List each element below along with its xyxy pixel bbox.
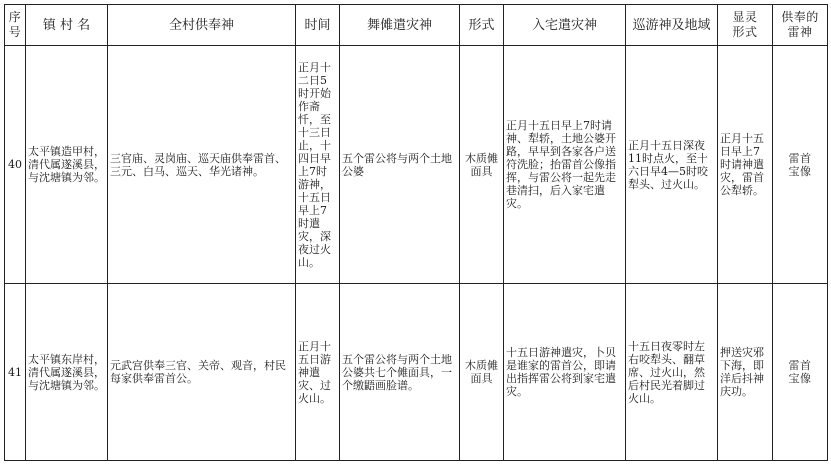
row-house: 正月十五日早上7时请神、犁轿，土地公婆开路，早早到各家各户送符洗脸；抬雷首公像指挥，与雷公将一起先走巷清扫，后入家宅遣灾。 xyxy=(504,46,626,284)
row-deities: 三官庙、灵岗庙、巡天庙供奉雷首、三元、白马、巡天、华光诸神。 xyxy=(108,46,296,284)
table-wrapper xyxy=(4,4,828,461)
row-thunder: 雷首 宝像 xyxy=(773,46,828,284)
col-header-house: 入宅遣灾神 xyxy=(504,5,626,46)
row-parade: 十五日夜零时左右咬犁头、翻草席、过火山，然后村民光着脚过火山。 xyxy=(626,284,718,461)
col-header-dance: 舞傩遣灾神 xyxy=(340,5,460,46)
row-manifest: 正月十五日早上7时请神遣灾，雷首公犁轿。 xyxy=(718,46,773,284)
col-header-thunder: 供奉的 雷神 xyxy=(773,5,828,46)
col-header-deities: 全村供奉神 xyxy=(108,5,296,46)
row-form: 木质傩面具 xyxy=(460,284,504,461)
row-form: 木质傩面具 xyxy=(460,46,504,284)
row-num: 41 xyxy=(5,284,26,461)
col-header-village: 镇 村 名 xyxy=(26,5,108,46)
row-dance: 五个雷公将与两个土地公婆 xyxy=(340,46,460,284)
col-header-time: 时间 xyxy=(296,5,340,46)
col-header-form: 形式 xyxy=(460,5,504,46)
col-header-manifest: 显灵 形式 xyxy=(718,5,773,46)
row-num: 40 xyxy=(5,46,26,284)
row-dance: 五个雷公将与两个土地公婆共七个傩面具，一个缴鼯画脸谱。 xyxy=(340,284,460,461)
row-house: 十五日游神遣灾，卜贝是谁家的雷首公，即请出指挥雷公将到家宅遣灾。 xyxy=(504,284,626,461)
row-time: 正月十五日游神遣灾、过火山。 xyxy=(296,284,340,461)
col-header-parade: 巡游神及地域 xyxy=(626,5,718,46)
row-village: 太平镇造甲村，清代属遂溪县，与沈塘镇为邻。 xyxy=(26,46,108,284)
header-row xyxy=(5,5,828,46)
row-village: 太平镇东岸村，清代属遂溪县，与沈塘镇为邻。 xyxy=(26,284,108,461)
row-thunder: 雷首 宝像 xyxy=(773,284,828,461)
row-parade: 正月十五日深夜11时点火，至十六日早4—5时咬犁头、过火山。 xyxy=(626,46,718,284)
col-header-num: 序 号 xyxy=(5,5,26,46)
row-time: 正月十二日5时开始作斋忏，至十三日止，十四日早上7时游神，十五日早上7时遣灾，深夜过火山。 xyxy=(296,46,340,284)
row-manifest: 押送灾邪下海，即洋后抖神庆功。 xyxy=(718,284,773,461)
deity-exorcism-table xyxy=(4,4,828,461)
row-deities: 元武宫供奉三官、关帝、观音，村民每家供奉雷首公。 xyxy=(108,284,296,461)
table-row xyxy=(5,284,828,461)
table-row xyxy=(5,46,828,284)
